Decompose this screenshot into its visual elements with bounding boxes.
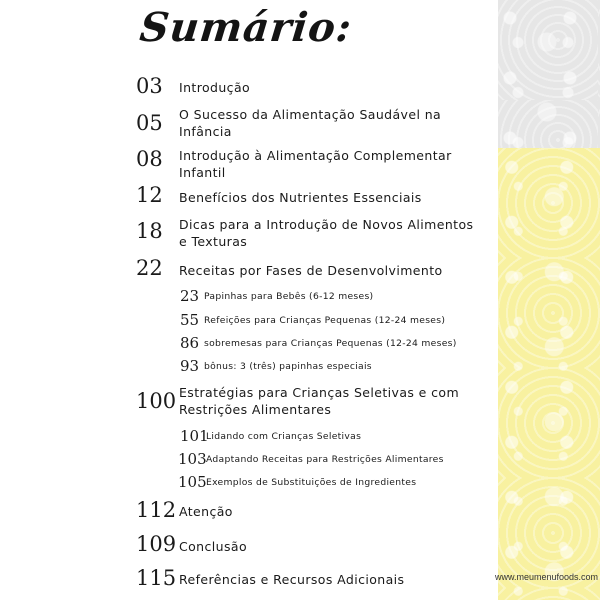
toc-page-number: 22 bbox=[136, 256, 163, 280]
toc-entry-title: Conclusão bbox=[179, 539, 247, 554]
toc-page-number: 23 bbox=[180, 287, 200, 305]
toc-page-number: 105 bbox=[178, 473, 207, 491]
toc-entry-title: Lidando com Crianças Seletivas bbox=[206, 431, 362, 442]
toc-entry-title: sobremesas para Crianças Pequenas (12-24 meses) bbox=[204, 338, 457, 349]
toc-entry-title: Receitas por Fases de Desenvolvimento bbox=[179, 263, 443, 278]
toc-entry-title: Introdução à Alimentação Complementar Infantil bbox=[179, 148, 452, 180]
toc-entry-title: Refeições para Crianças Pequenas (12-24 meses) bbox=[204, 315, 446, 326]
toc-entry-title: Adaptando Receitas para Restrições Alimentares bbox=[206, 454, 444, 465]
toc-page-number: 12 bbox=[136, 183, 163, 207]
decorative-pattern-gray bbox=[498, 0, 600, 148]
toc-page-number: 03 bbox=[136, 74, 163, 98]
toc-page-number: 86 bbox=[180, 334, 200, 352]
toc-entry-title: Exemplos de Substituições de Ingredientes bbox=[206, 477, 417, 488]
toc-page-number: 115 bbox=[136, 566, 177, 590]
toc-page-number: 55 bbox=[180, 311, 200, 329]
toc-entry-title: Papinhas para Bebês (6-12 meses) bbox=[204, 291, 374, 302]
website-url: www.meumenufoods.com bbox=[494, 572, 598, 582]
toc-page-number: 18 bbox=[136, 219, 163, 243]
toc-page-number: 112 bbox=[136, 498, 177, 522]
toc-entry-title: Benefícios dos Nutrientes Essenciais bbox=[179, 190, 422, 205]
toc-page-number: 08 bbox=[136, 147, 163, 171]
toc-entry-title: Atenção bbox=[179, 504, 233, 519]
toc-entry-title: bônus: 3 (três) papinhas especiais bbox=[204, 361, 372, 372]
toc-entry-title: Estratégias para Crianças Seletivas e com Restrições Alimentares bbox=[179, 385, 460, 417]
toc-page-number: 109 bbox=[136, 532, 177, 556]
toc-page-number: 100 bbox=[136, 389, 177, 413]
toc-entry-title: Referências e Recursos Adicionais bbox=[179, 572, 405, 587]
toc-page-number: 05 bbox=[136, 111, 163, 135]
toc-entry-title: Introdução bbox=[179, 80, 251, 95]
decorative-pattern-yellow bbox=[498, 148, 600, 600]
page-title: Sumário: bbox=[137, 4, 355, 51]
toc-entry-title: O Sucesso da Alimentação Saudável na Infância bbox=[179, 107, 442, 139]
toc-page-number: 103 bbox=[178, 450, 207, 468]
toc-page-number: 93 bbox=[180, 357, 200, 375]
toc-entry-title: Dicas para a Introdução de Novos Alimentos e Texturas bbox=[179, 217, 474, 249]
toc-page-number: 101 bbox=[180, 427, 209, 445]
